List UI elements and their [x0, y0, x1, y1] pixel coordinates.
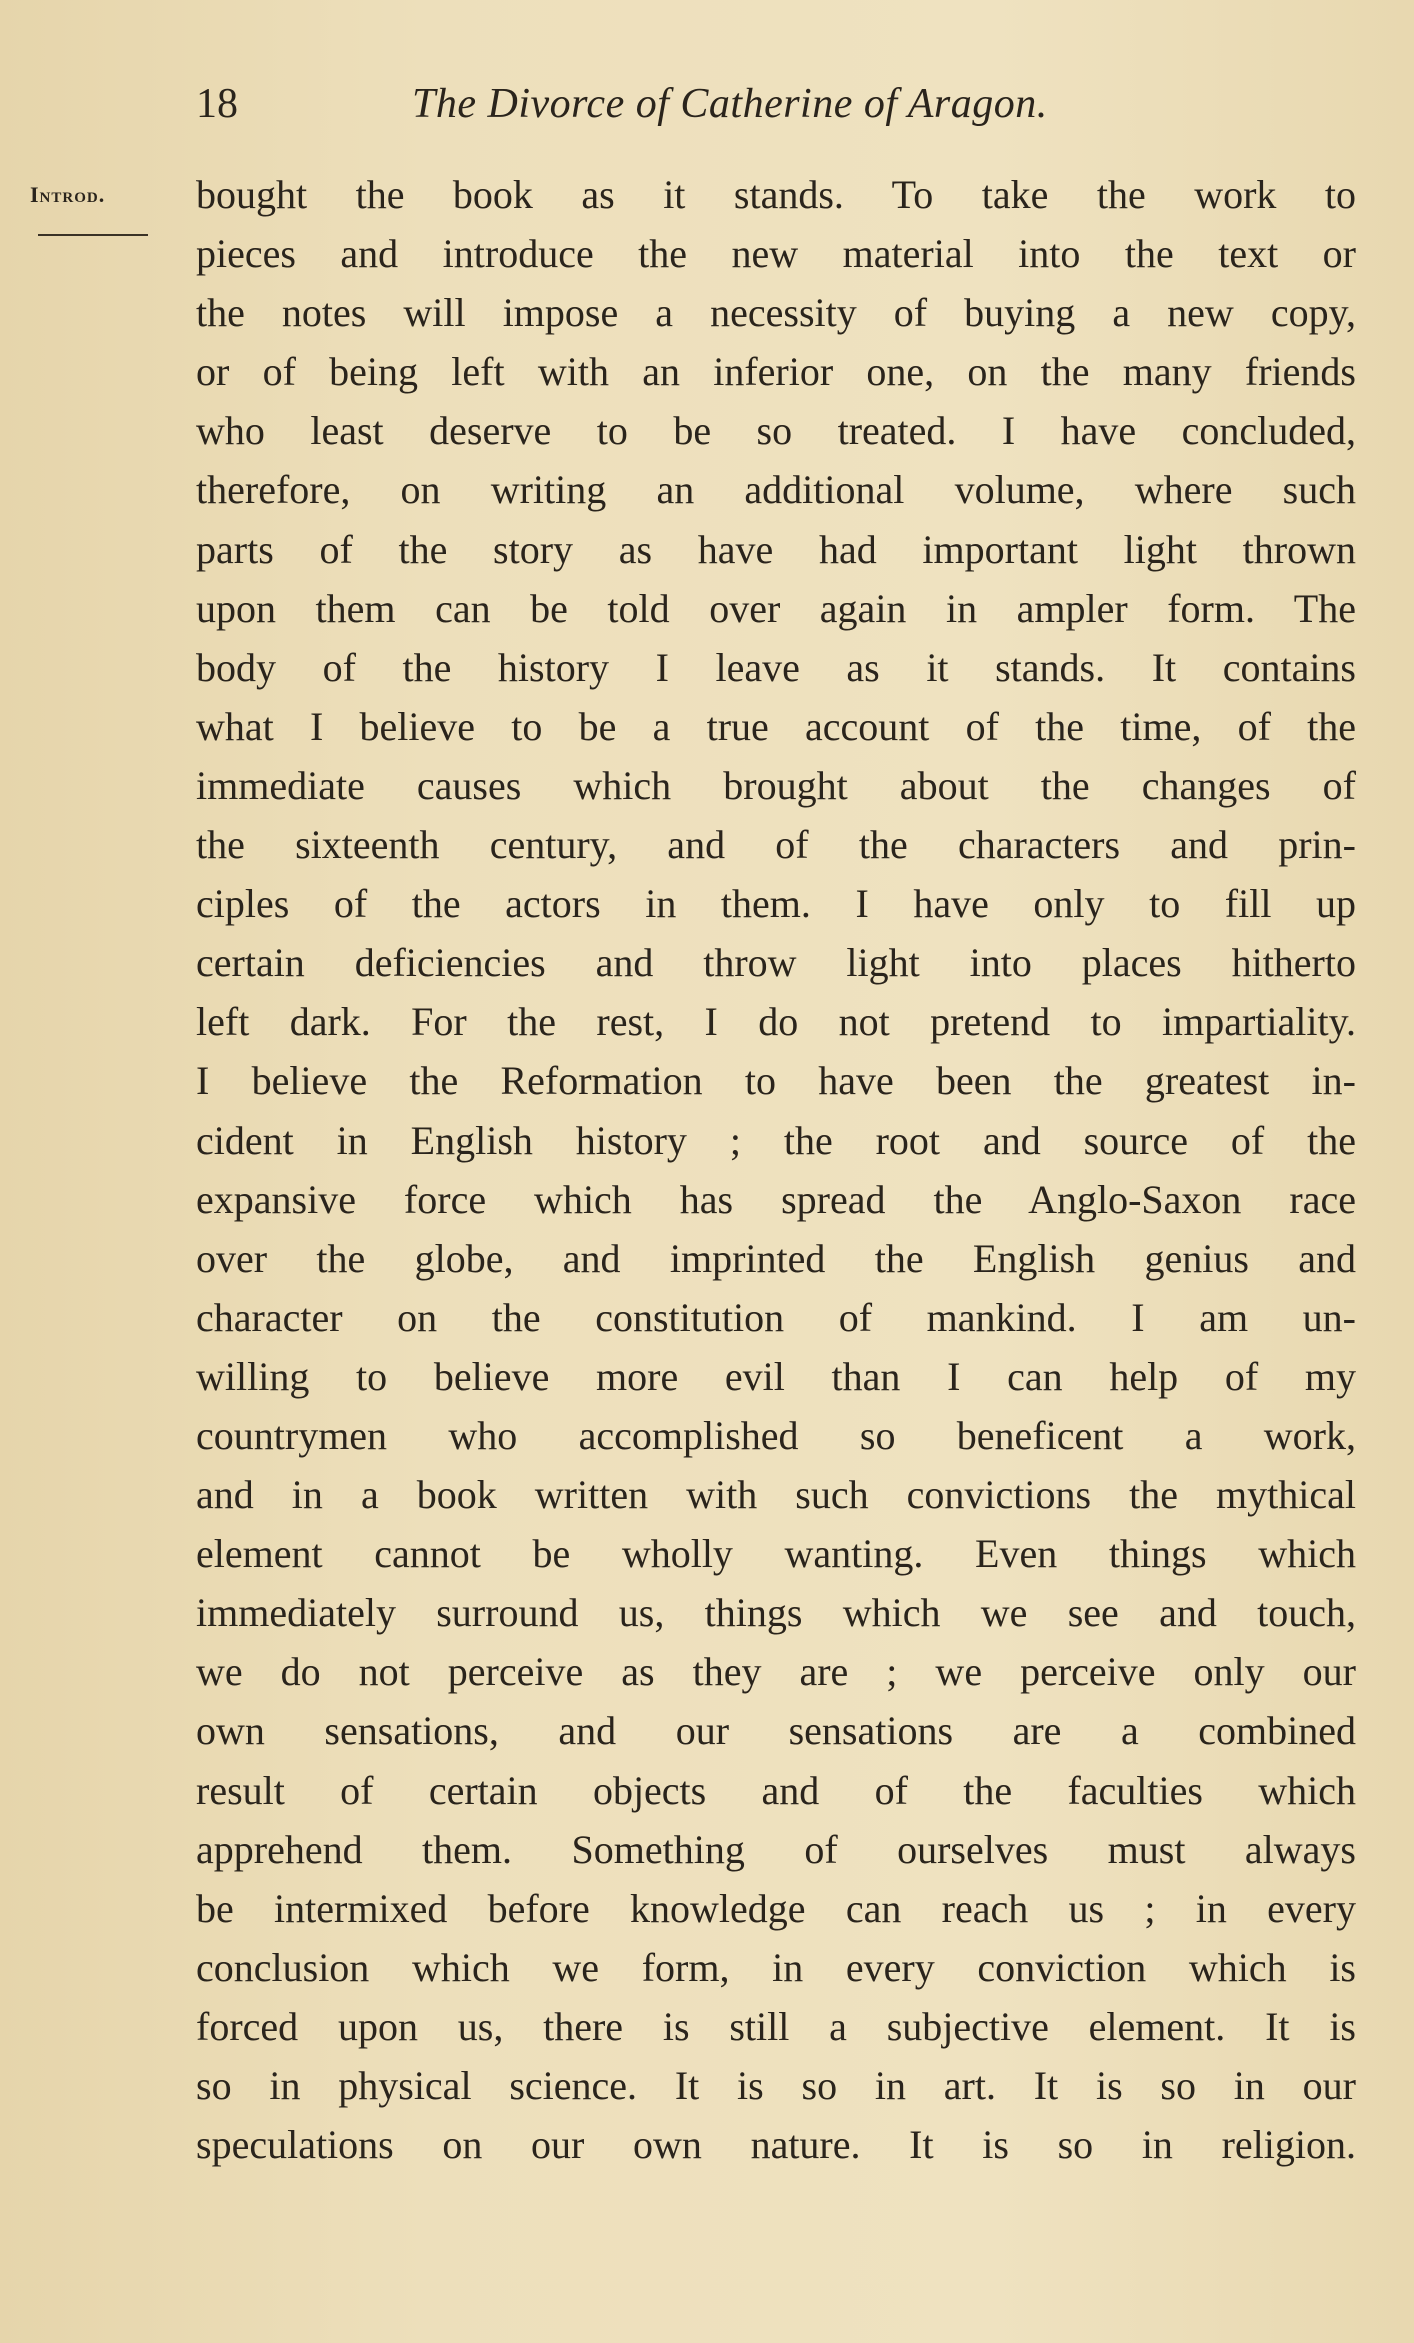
text-line: element cannot be wholly wanting. Even things which — [196, 1531, 1356, 1577]
text-line: speculations on our own nature. It is so in religion. — [196, 2122, 1356, 2168]
text-line: bought the book as it stands. To take the work to — [196, 172, 1356, 217]
text-line: own sensations, and our sensations are a combined — [196, 1708, 1356, 1754]
text-line: expansive force which has spread the Anglo-Saxon race — [196, 1176, 1356, 1222]
running-title: The Divorce of Catherine of Aragon. — [412, 81, 1048, 127]
text-line: immediately surround us, things which we see and touch, — [196, 1590, 1356, 1636]
text-line: the sixteenth century, and of the characters and prin- — [196, 822, 1356, 868]
text-line: who least deserve to be so treated. I have concluded, — [196, 408, 1356, 454]
running-head — [0, 68, 1414, 138]
text-line: or of being left with an inferior one, on the many friends — [196, 349, 1356, 395]
text-line: therefore, on writing an additional volume, where such — [196, 467, 1356, 513]
text-line: result of certain objects and of the faculties which — [196, 1767, 1356, 1813]
text-line: upon them can be told over again in ampler form. The — [196, 585, 1356, 631]
margin-label: Introd. — [30, 182, 106, 207]
text-line: what I believe to be a true account of the time, of the — [196, 703, 1356, 749]
text-line: countrymen who accomplished so beneficent a work, — [196, 1412, 1356, 1458]
text-line: the notes will impose a necessity of buying a new copy, — [196, 290, 1356, 336]
text-line: conclusion which we form, in every conviction which is — [196, 1944, 1356, 1990]
margin-rule — [38, 234, 148, 236]
text-line: over the globe, and imprinted the English genius and — [196, 1235, 1356, 1281]
margin-note — [30, 180, 160, 236]
text-line: pieces and introduce the new material into the text or — [196, 231, 1356, 277]
text-line: character on the constitution of mankind. I am un- — [196, 1294, 1356, 1340]
text-line: cident in English history ; the root and source of the — [196, 1117, 1356, 1163]
page-number: 18 — [196, 81, 238, 127]
text-line: I believe the Reformation to have been the greatest in- — [196, 1058, 1356, 1104]
text-line: immediate causes which brought about the changes of — [196, 762, 1356, 808]
body-text — [196, 165, 1356, 2174]
text-line: parts of the story as have had important light thrown — [196, 526, 1356, 572]
text-line: willing to believe more evil than I can help of my — [196, 1353, 1356, 1399]
text-line: left dark. For the rest, I do not pretend to impartiality. — [196, 999, 1356, 1045]
text-line: ciples of the actors in them. I have only to fill up — [196, 881, 1356, 927]
text-line: we do not perceive as they are ; we perceive only our — [196, 1649, 1356, 1695]
text-line: body of the history I leave as it stands. It contains — [196, 644, 1356, 690]
text-line: and in a book written with such convictions the mythical — [196, 1472, 1356, 1518]
text-line: forced upon us, there is still a subjective element. It is — [196, 2003, 1356, 2049]
text-line: be intermixed before knowledge can reach us ; in every — [196, 1885, 1356, 1931]
text-line: so in physical science. It is so in art. It is so in our — [196, 2063, 1356, 2108]
text-line: apprehend them. Something of ourselves must always — [196, 1826, 1356, 1872]
text-line: certain deficiencies and throw light into places hitherto — [196, 940, 1356, 986]
